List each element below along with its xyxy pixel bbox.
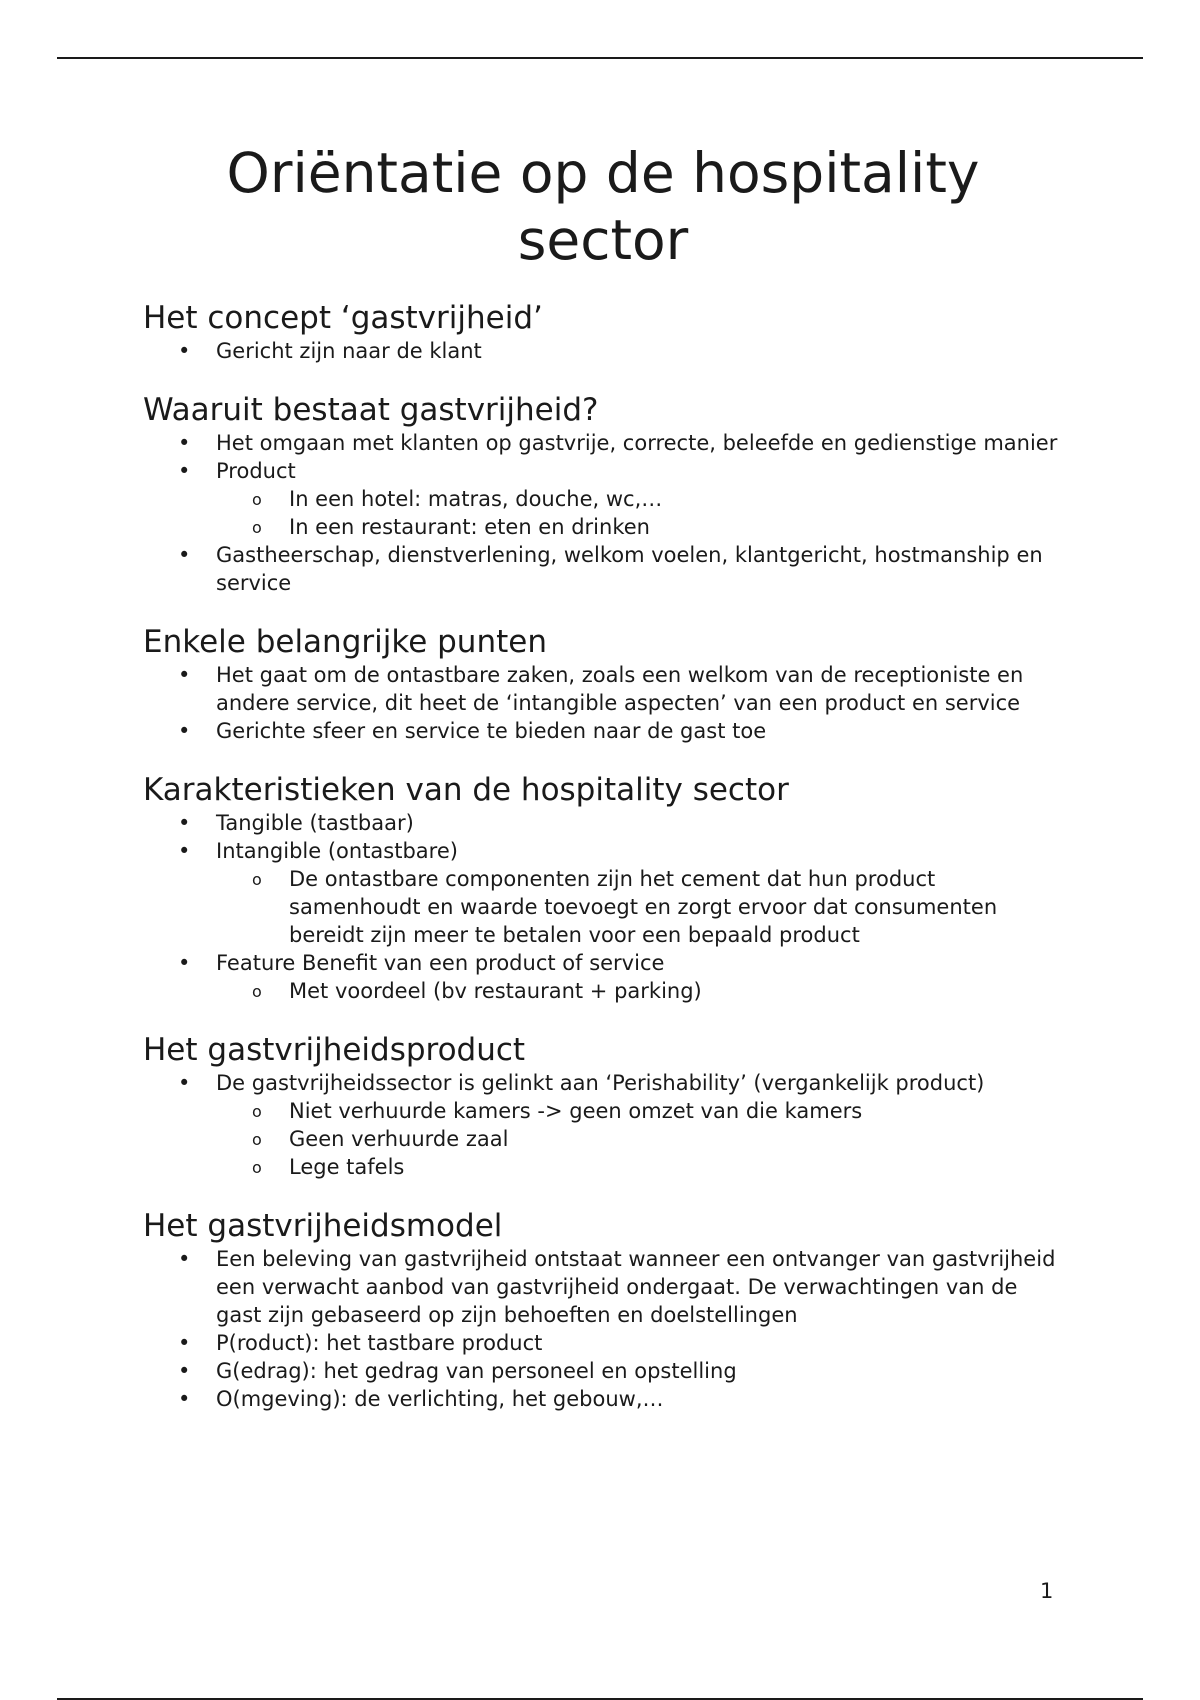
list-item-text: Intangible (ontastbare)	[216, 839, 458, 863]
sections-container	[143, 299, 1063, 1413]
list-item	[216, 1385, 1063, 1413]
section	[143, 623, 1063, 745]
list-item-text: De gastvrijheidssector is gelinkt aan ‘Perishability’ (vergankelijk product)	[216, 1071, 985, 1095]
top-rule	[57, 57, 1143, 59]
sub-list-item: o De ontastbare componenten zijn het cement dat hun product samenhoudt en waarde toevoegt en zorgt ervoor dat consumenten bereidt zijn meer te betalen voor een bepaald product	[289, 865, 1063, 949]
list-item	[216, 541, 1063, 597]
bullet-list	[143, 1069, 1063, 1181]
section	[143, 1031, 1063, 1181]
list-item	[216, 1069, 1063, 1181]
list-item-text: P(roduct): het tastbare product	[216, 1331, 543, 1355]
sub-bullet-list	[216, 485, 1063, 541]
list-item-text: Feature Benefit van een product of service	[216, 951, 665, 975]
list-item-text: Een beleving van gastvrijheid ontstaat wanneer een ontvanger van gastvrijheid een verwacht aanbod van gastvrijheid ondergaat. De verwachtingen van de gast zijn gebaseerd op zijn behoeften en doelstellingen	[216, 1247, 1056, 1327]
bullet-list	[143, 809, 1063, 1005]
list-item-text: Gastheerschap, dienstverlening, welkom voelen, klantgericht, hostmanship en service	[216, 543, 1043, 595]
list-item	[216, 809, 1063, 837]
list-item	[216, 429, 1063, 457]
sub-list-item: o In een hotel: matras, douche, wc,…	[289, 485, 1063, 513]
section-heading: Het gastvrijheidsmodel	[143, 1208, 503, 1244]
document-title: Oriëntatie op de hospitality sector	[226, 141, 980, 272]
sub-list-item: o In een restaurant: eten en drinken	[289, 513, 1063, 541]
list-item	[216, 717, 1063, 745]
section	[143, 771, 1063, 1005]
list-item-text: Gericht zijn naar de klant	[216, 339, 482, 363]
list-item-text: Product	[216, 459, 296, 483]
page-number: 1	[1040, 1579, 1054, 1603]
bullet-list	[143, 337, 1063, 365]
section-heading: Karakteristieken van de hospitality sector	[143, 772, 789, 808]
section	[143, 1207, 1063, 1413]
bullet-list	[143, 661, 1063, 745]
list-item	[216, 337, 1063, 365]
list-item-text: O(mgeving): de verlichting, het gebouw,…	[216, 1387, 664, 1411]
section	[143, 299, 1063, 365]
list-item	[216, 1329, 1063, 1357]
document-page	[143, 140, 1063, 1439]
section-heading: Enkele belangrijke punten	[143, 624, 547, 660]
list-item	[216, 457, 1063, 541]
list-item	[216, 949, 1063, 1005]
bullet-list	[143, 1245, 1063, 1413]
sub-list-item: o Met voordeel (bv restaurant + parking)	[289, 977, 1063, 1005]
section-heading: Het concept ‘gastvrijheid’	[143, 300, 543, 336]
list-item-text: Het gaat om de ontastbare zaken, zoals een welkom van de receptioniste en andere service, dit heet de ‘intangible aspecten’ van een product en service	[216, 663, 1024, 715]
sub-list-item: o Niet verhuurde kamers -> geen omzet van die kamers	[289, 1097, 1063, 1125]
list-item	[216, 837, 1063, 949]
list-item-text: G(edrag): het gedrag van personeel en opstelling	[216, 1359, 737, 1383]
sub-list-item: o Lege tafels	[289, 1153, 1063, 1181]
section-heading: Het gastvrijheidsproduct	[143, 1032, 526, 1068]
list-item	[216, 1357, 1063, 1385]
bullet-list	[143, 429, 1063, 597]
list-item	[216, 1245, 1063, 1329]
list-item	[216, 661, 1063, 717]
list-item-text: Gerichte sfeer en service te bieden naar de gast toe	[216, 719, 767, 743]
sub-bullet-list	[216, 977, 1063, 1005]
list-item-text: Tangible (tastbaar)	[216, 811, 414, 835]
list-item-text: Het omgaan met klanten op gastvrije, correcte, beleefde en gedienstige manier	[216, 431, 1058, 455]
sub-list-item: o Geen verhuurde zaal	[289, 1125, 1063, 1153]
sub-bullet-list	[216, 865, 1063, 949]
sub-bullet-list	[216, 1097, 1063, 1181]
section-heading: Waaruit bestaat gastvrijheid?	[143, 392, 599, 428]
section	[143, 391, 1063, 597]
